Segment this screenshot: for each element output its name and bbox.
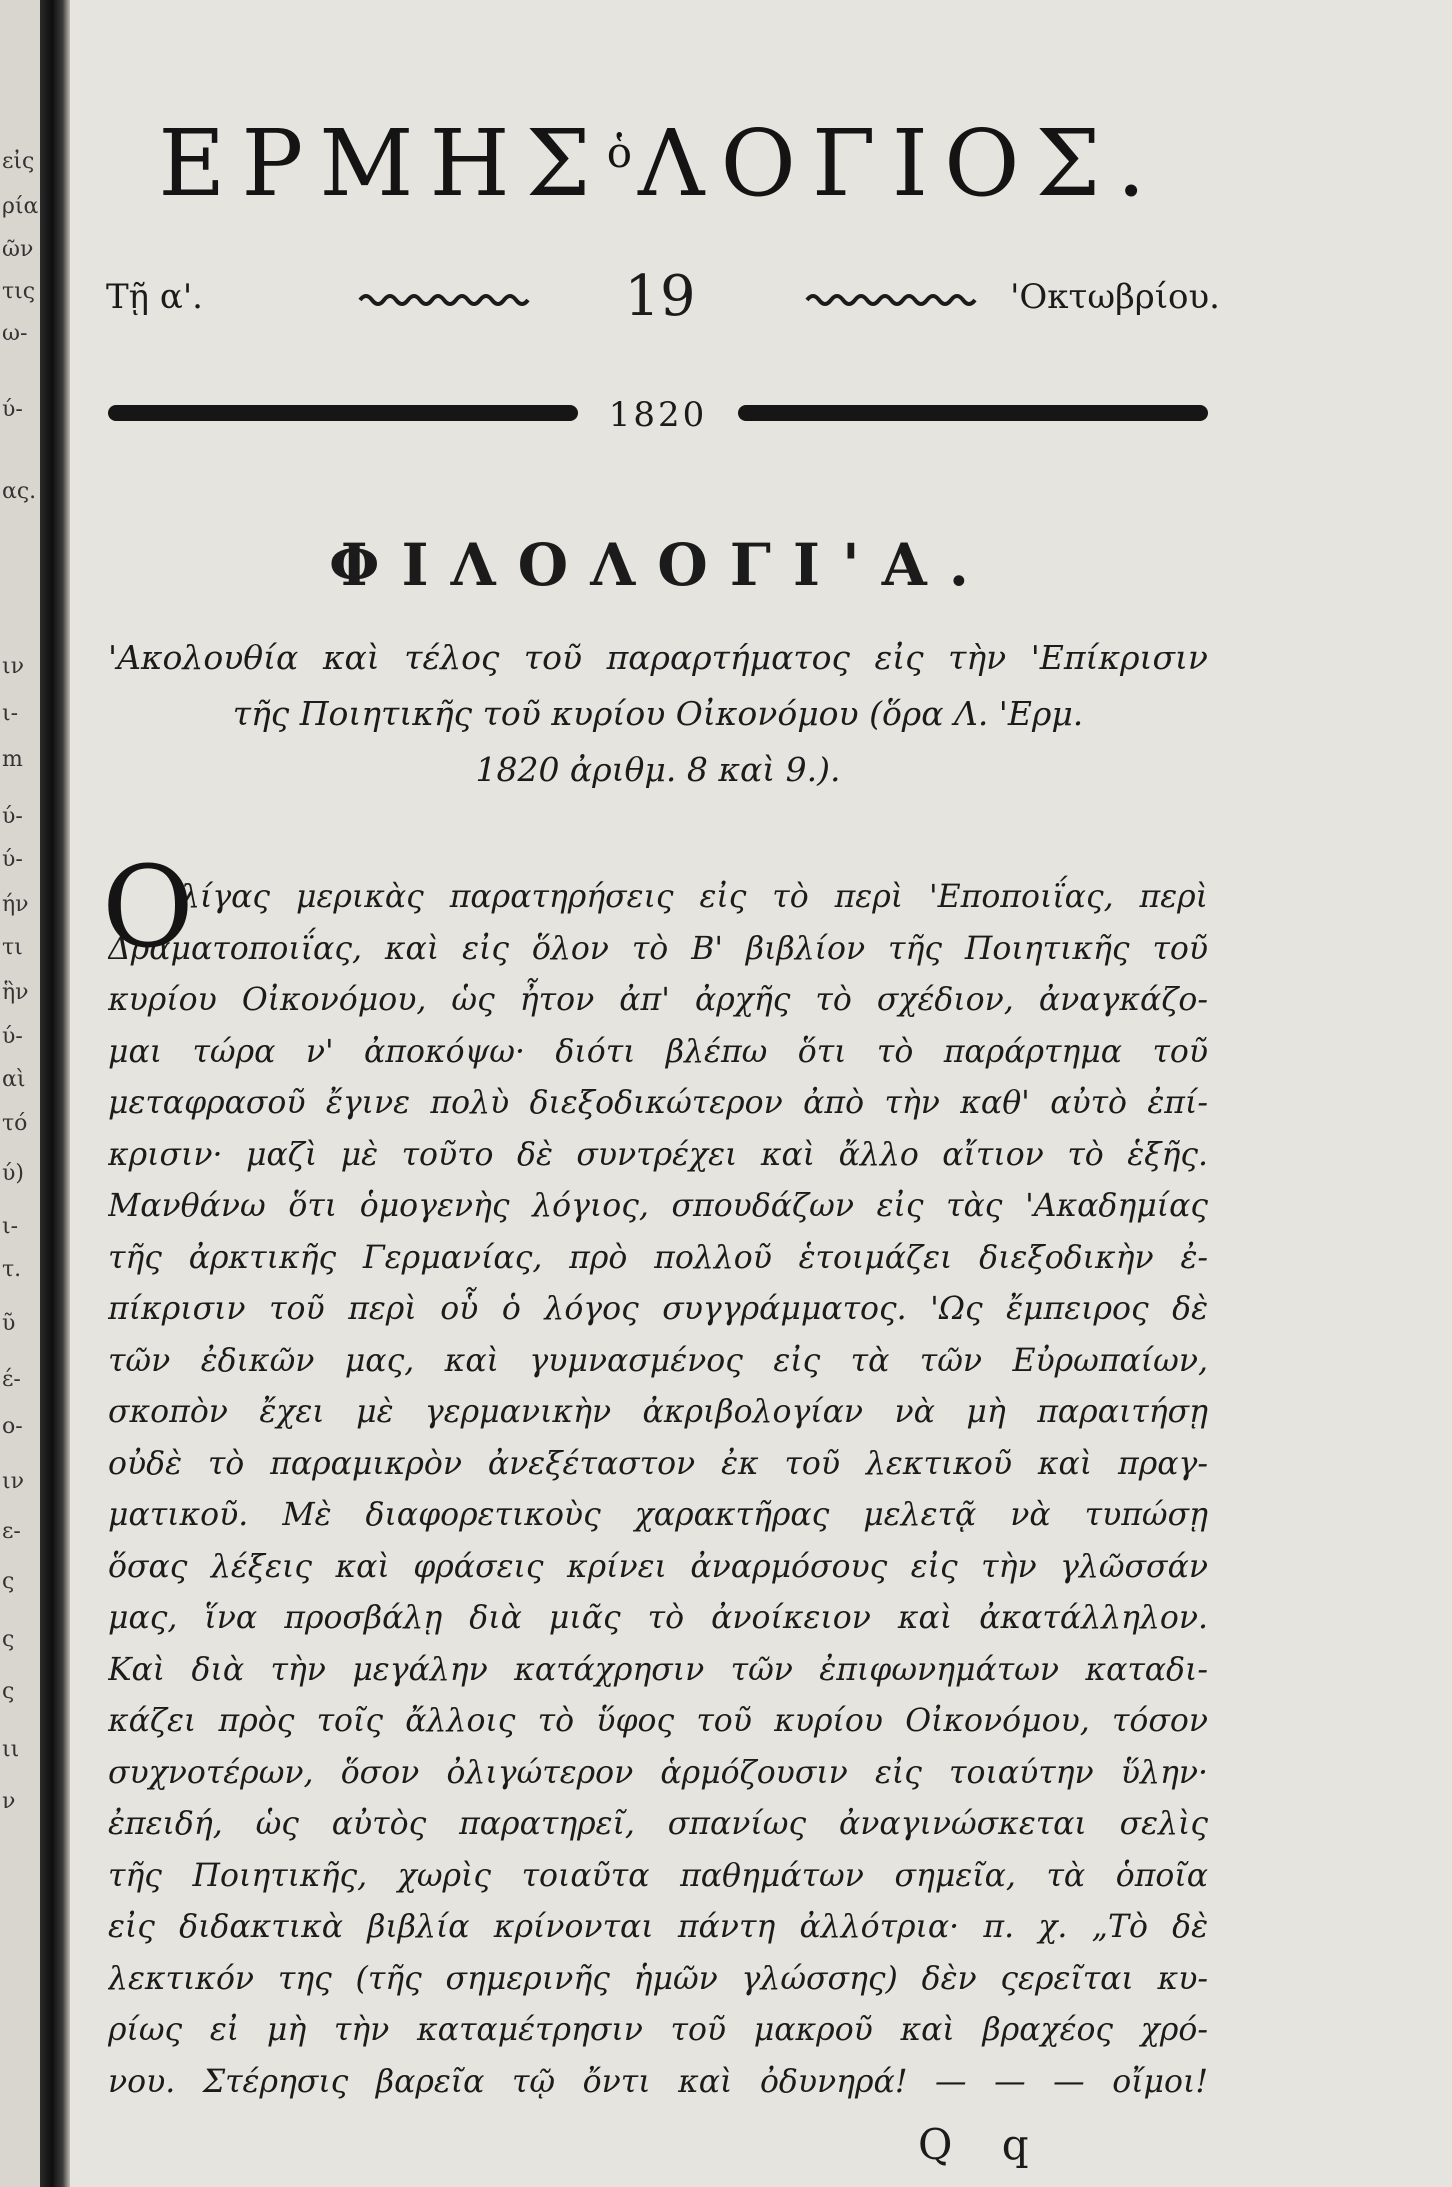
body-line: σκοπὸν ἔχει μὲ γερμανικὴν ἀκριβολογίαν νὰ μὴ παραιτήσῃ xyxy=(108,1394,1208,1430)
dateline xyxy=(100,262,1220,332)
previous-page-fragment: ιν xyxy=(2,654,24,679)
body-line: μας, ἵνα προσβάλῃ διὰ μιᾶς τὸ ἀνοίκειον καὶ ἀκατάλληλον. xyxy=(108,1600,1208,1636)
body-line: πίκρισιν τοῦ περὶ οὗ ὁ λόγος συγγράμματος. 'Ως ἔμπειρος δὲ xyxy=(108,1291,1208,1327)
body-line: λίγας μερικὰς παρατηρήσεις εἰς τὸ περὶ 'Εποποιΐας, περὶ xyxy=(180,879,1208,915)
article-subheading xyxy=(108,630,1208,798)
previous-page-fragment: ν xyxy=(2,1789,16,1814)
body-line: κυρίου Οἰκονόμου, ὡς ἦτον ἀπ' ἀρχῆς τὸ σχέδιον, ἀναγκάζο- xyxy=(108,982,1208,1018)
previous-page-fragment: ήν xyxy=(2,892,29,917)
previous-page-fragment: ιι xyxy=(2,1737,20,1762)
year-rule xyxy=(108,395,1208,435)
previous-page-fragment: τ. xyxy=(2,1257,22,1282)
previous-page-fragment: ρία xyxy=(2,194,39,219)
body-line: συχνοτέρων, ὅσον ὀλιγώτερον ἁρμόζουσιν εἰς τοιαύτην ὕλην· xyxy=(108,1754,1208,1791)
previous-page-fragment: ῦ xyxy=(2,1311,16,1336)
masthead-title-part2: ΛΟΓΙΟΣ. xyxy=(638,110,1162,217)
body-line: κάζει πρὸς τοῖς ἄλλοις τὸ ὕφος τοῦ κυρίου Οἰκονόμου, τόσον xyxy=(108,1703,1208,1739)
body-line: τῆς Ποιητικῆς, χωρὶς τοιαῦτα παθημάτων σημεῖα, τὰ ὁποῖα xyxy=(108,1857,1208,1894)
subheading-line: 'Ακολουθία καὶ τέλος τοῦ παραρτήματος εἰς τὴν 'Επίκρισιν xyxy=(108,638,1208,677)
previous-page-fragment: εἰς xyxy=(2,149,35,174)
masthead xyxy=(100,98,1220,217)
previous-page-fragment: ε- xyxy=(2,1519,21,1544)
previous-page-fragment: έ- xyxy=(2,1367,21,1392)
article-body xyxy=(102,843,1208,2108)
subheading-line: τῆς Ποιητικῆς τοῦ κυρίου Οἰκονόμου (ὅρα Λ. 'Ερμ. xyxy=(232,694,1084,733)
body-line: λεκτικόν της (τῆς σημερινῆς ἡμῶν γλώσσης) δὲν ςερεῖται κυ- xyxy=(108,1960,1208,1997)
body-line: Καὶ διὰ τὴν μεγάλην κατάχρησιν τῶν ἐπιφωνημάτων καταδι- xyxy=(108,1651,1208,1688)
ornament-wave-left xyxy=(358,288,538,308)
body-line: Δραματοποιΐας, καὶ εἰς ὅλον τὸ Β' βιβλίον τῆς Ποιητικῆς τοῦ xyxy=(108,930,1208,967)
previous-page-fragment: ς xyxy=(2,1627,15,1652)
body-line: ὅσας λέξεις καὶ φράσεις κρίνει ἀναρμόσους εἰς τὴν γλῶσσάν xyxy=(108,1548,1208,1585)
body-line: ἐπειδή, ὡς αὐτὸς παρατηρεῖ, σπανίως ἀναγινώσκεται σελὶς xyxy=(108,1806,1208,1842)
previous-page-fragment: ύ) xyxy=(2,1161,24,1186)
previous-page-fragment: ύ- xyxy=(2,804,23,829)
body-line: μεταφρασοῦ ἔγινε πολὺ διεξοδικώτερον ἀπὸ τὴν καθ' αὐτὸ ἐπί- xyxy=(108,1085,1208,1121)
body-line: ματικοῦ. Μὲ διαφορετικοὺς χαρακτῆρας μελετᾷ νὰ τυπώσῃ xyxy=(108,1497,1208,1533)
previous-page-fragment: ο- xyxy=(2,1414,23,1439)
previous-page-fragment: ας. xyxy=(2,479,37,504)
previous-page-fragment: αὶ xyxy=(2,1067,26,1092)
body-line: κρισιν· μαζὶ μὲ τοῦτο δὲ συντρέχει καὶ ἄλλο αἴτιον τὸ ἑξῆς. xyxy=(108,1136,1208,1173)
previous-page-fragment: ς xyxy=(2,1679,15,1704)
issue-year: 1820 xyxy=(608,395,708,435)
body-line: νου. Στέρησις βαρεῖα τῷ ὄντι καὶ ὀδυνηρά! — — — οἴμοι! xyxy=(108,2063,1208,2100)
previous-page-fragment: ς xyxy=(2,1569,15,1594)
previous-page-fragment: ύ- xyxy=(2,1024,23,1049)
binding-gutter xyxy=(40,0,70,2187)
drop-cap: Ο xyxy=(102,843,194,973)
body-line: Μανθάνω ὅτι ὁμογενὴς λόγιος, σπουδάζων εἰς τὰς 'Ακαδημίας xyxy=(108,1188,1208,1224)
section-title: ΦΙΛΟΛΟΓΙ'Α. xyxy=(329,531,991,599)
rule-left xyxy=(108,405,578,421)
ornament-wave-right xyxy=(805,288,985,308)
subheading-line: 1820 ἀριθμ. 8 καὶ 9.). xyxy=(475,750,841,789)
masthead-article: ὁ xyxy=(606,128,633,177)
previous-page-fragment: ῶν xyxy=(2,237,34,262)
issue-number: 19 xyxy=(624,264,696,329)
body-line: μαι τώρα ν' ἀποκόψω· διότι βλέπω ὅτι τὸ παράρτημα τοῦ xyxy=(108,1033,1208,1070)
previous-page-fragment: ύ- xyxy=(2,847,23,872)
body-line: εἰς διδακτικὰ βιβλία κρίνονται πάντη ἀλλότρια· π. χ. „Τὸ δὲ xyxy=(108,1909,1208,1945)
signature-mark: Q q xyxy=(918,2120,1047,2169)
previous-page-fragment: ύ- xyxy=(2,397,23,422)
previous-page-fragment: τό xyxy=(2,1111,28,1136)
body-line: ρίως εἰ μὴ τὴν καταμέτρησιν τοῦ μακροῦ καὶ βραχέος χρό- xyxy=(108,2012,1208,2048)
previous-page-fragment: τι xyxy=(2,935,23,960)
masthead-title-part1: ΕΡΜΗΣ xyxy=(158,110,607,217)
previous-page-fragment: ω- xyxy=(2,321,28,346)
rule-right xyxy=(738,405,1208,421)
previous-page-fragment: ι- xyxy=(2,701,19,726)
body-line: οὐδὲ τὸ παραμικρὸν ἀνεξέταστον ἐκ τοῦ λεκτικοῦ καὶ πραγ- xyxy=(108,1445,1208,1482)
dateline-day: Τῇ α'. xyxy=(106,277,203,317)
dateline-month: 'Οκτωβρίου. xyxy=(1010,277,1220,317)
previous-page-edge xyxy=(0,0,40,2187)
previous-page-fragment: ι- xyxy=(2,1214,19,1239)
body-line: τῆς ἀρκτικῆς Γερμανίας, πρὸ πολλοῦ ἑτοιμάζει διεξοδικὴν ἐ- xyxy=(108,1239,1208,1276)
previous-page-fragment: ἣν xyxy=(2,980,29,1005)
body-line: τῶν ἐδικῶν μας, καὶ γυμνασμένος εἰς τὰ τῶν Εὐρωπαίων, xyxy=(108,1342,1208,1379)
previous-page-fragment: ιν xyxy=(2,1469,24,1494)
previous-page-fragment: m xyxy=(2,747,23,772)
previous-page-fragment: τις xyxy=(2,279,36,304)
